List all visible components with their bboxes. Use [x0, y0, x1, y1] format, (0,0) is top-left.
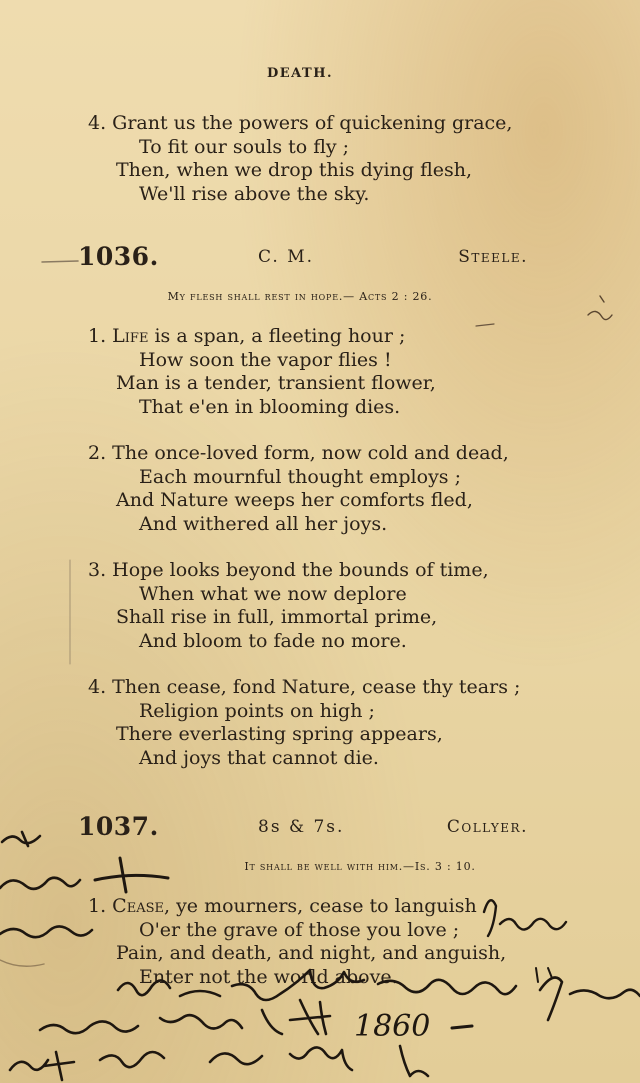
pencil-mark [42, 261, 78, 262]
ink-script [0, 926, 92, 937]
verse-line: Pain, and death, and night, and anguish, [116, 942, 507, 964]
verse-line: Each mournful thought employs ; [139, 465, 461, 488]
first-line-rest: is a span, a fleeting hour ; [148, 325, 406, 347]
verse-line: 4. Then cease, fond Nature, cease thy tears ; [88, 676, 521, 698]
ink-script [40, 1000, 330, 1034]
verse-line: Enter not the world above. [139, 965, 398, 988]
verse-line: Shall rise in full, immortal prime, [116, 606, 438, 628]
hymn-epigraph: It shall be well with him.—Is. 3 : 10. [244, 860, 476, 873]
hymn-author: Steele. [458, 247, 528, 267]
hymn-number: 1037. [78, 812, 159, 841]
verse-line: We'll rise above the sky. [139, 182, 370, 205]
verse-line: When what we now deplore [139, 582, 407, 605]
hymn-meter: C. M. [258, 247, 315, 267]
ink-dash [452, 1026, 472, 1028]
verse-line: 2. The once-loved form, now cold and dead, [88, 442, 509, 464]
ink-script [10, 1046, 428, 1080]
first-word: Life [112, 325, 149, 347]
verse-line: And Nature weeps her comforts fled, [116, 489, 473, 511]
ink-script [0, 878, 80, 889]
hymn-author: Collyer. [446, 817, 528, 837]
verse-line: There everlasting spring appears, [116, 723, 443, 745]
verse-line: And bloom to fade no more. [139, 629, 407, 652]
verse-line: 4. Grant us the powers of quickening grace, [88, 112, 513, 134]
ink-mark [476, 324, 494, 326]
hymn-epigraph: My flesh shall rest in hope.— Acts 2 : 26. [167, 290, 433, 303]
ink-flourish [588, 296, 612, 320]
verse-line: Religion points on high ; [139, 699, 375, 722]
verse-line: 1. Life is a span, a fleeting hour ; [88, 325, 406, 347]
verse-line: 1. Cease, ye mourners, cease to languish [88, 895, 477, 917]
handwritten-year: 1860 [354, 1009, 431, 1044]
verse-line: Man is a tender, transient flower, [116, 372, 436, 394]
first-word: Cease [112, 895, 164, 917]
ink-arrow [95, 875, 168, 880]
hymn-number: 1036. [78, 242, 159, 271]
verse-line: That e'en in blooming dies. [139, 395, 401, 418]
verse-line: Then, when we drop this dying flesh, [116, 159, 473, 181]
verse-line: And joys that cannot die. [139, 746, 379, 769]
verse-line: O'er the grave of those you love ; [139, 918, 460, 941]
ink-script [2, 832, 40, 846]
hymn-meter: 8s & 7s. [258, 817, 345, 837]
verse-line: To fit our souls to fly ; [139, 135, 350, 158]
verse-line: And withered all her joys. [139, 512, 388, 535]
faint-ink [0, 960, 44, 966]
verse-line: How soon the vapor flies ! [139, 348, 392, 371]
verse-line: 3. Hope looks beyond the bounds of time, [88, 559, 489, 581]
running-head: DEATH. [266, 66, 334, 81]
first-line-rest: , ye mourners, cease to languish [163, 895, 477, 917]
ink-script [484, 900, 566, 936]
